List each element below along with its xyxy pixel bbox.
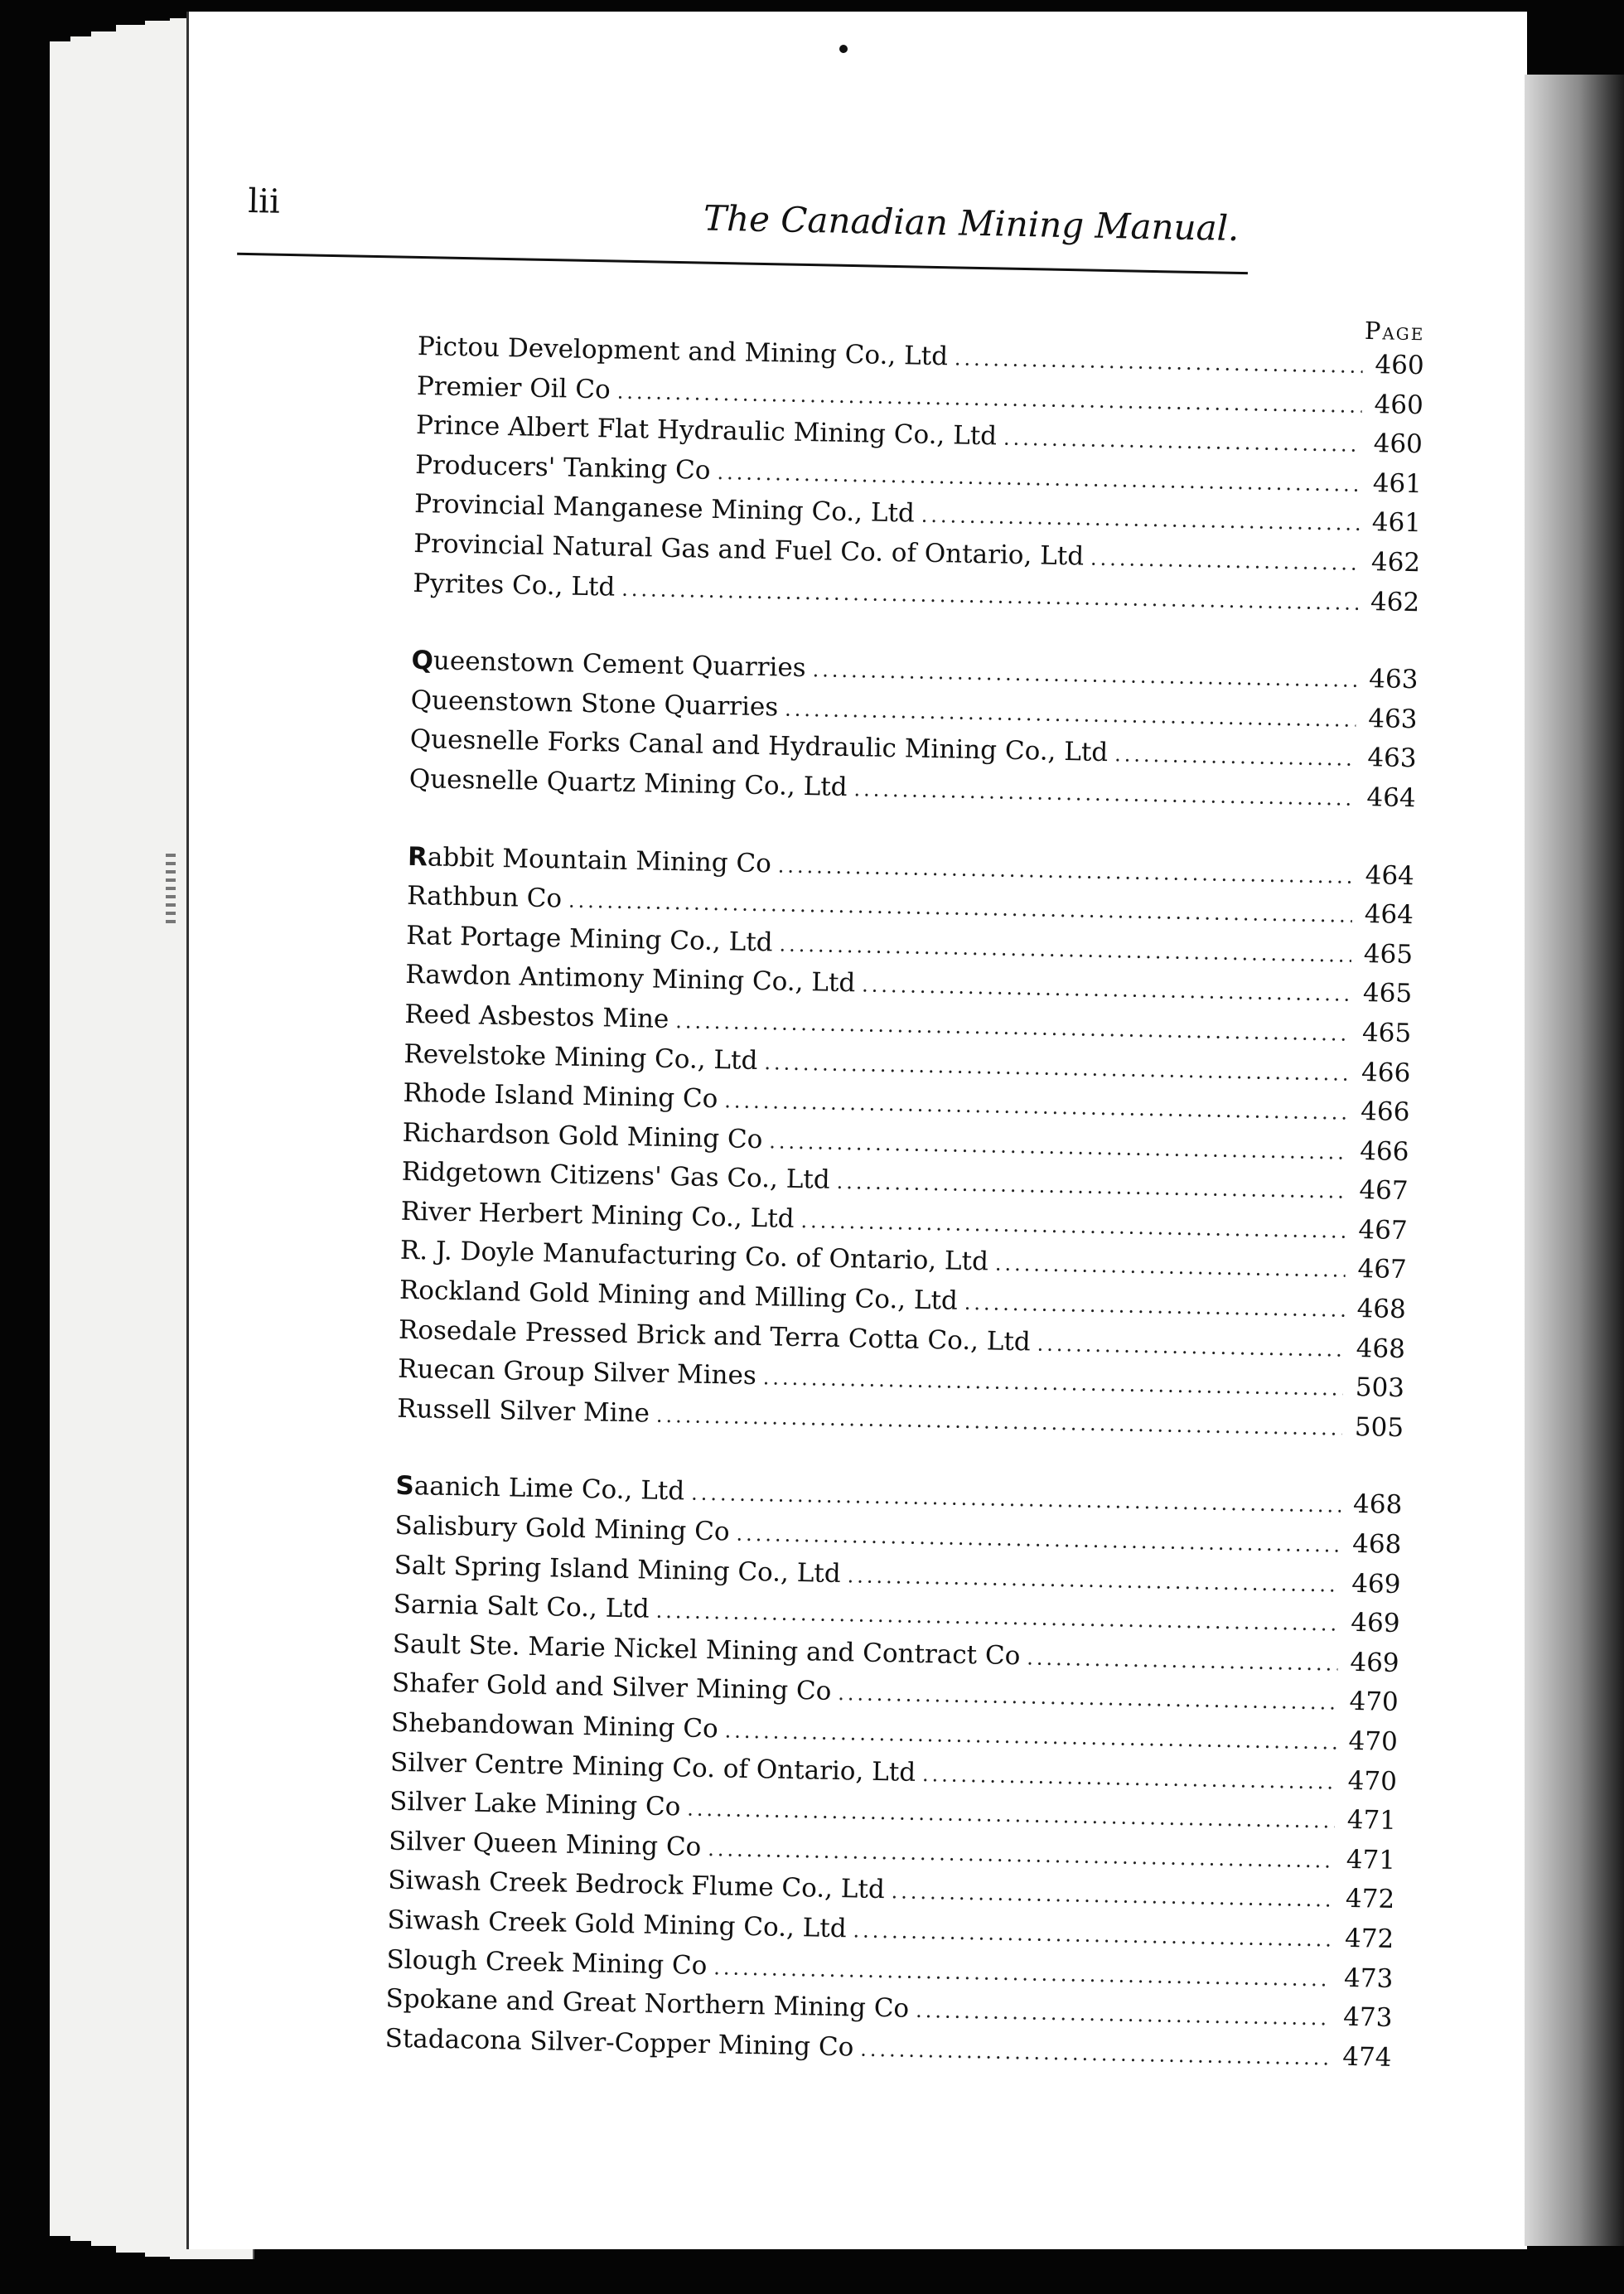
entry-text: aanich Lime Co., Ltd <box>413 1471 685 1507</box>
entry-page-number: 471 <box>1346 1805 1397 1837</box>
entry-name <box>389 1787 681 1822</box>
entry-text: Queenstown Stone Quarries <box>410 685 779 723</box>
dot-leader <box>1027 1646 1338 1675</box>
index-list <box>384 298 1425 2082</box>
entry-initial: S <box>395 1471 415 1502</box>
dot-leader <box>779 932 1351 966</box>
entry-page-number: 467 <box>1358 1214 1408 1246</box>
page-shadow <box>1525 75 1624 2246</box>
dot-leader <box>1114 743 1356 772</box>
entry-text: Rawdon Antimony Mining Co., Ltd <box>404 960 856 999</box>
entry-text: Premier Oil Co <box>416 370 611 405</box>
entry-text: Sarnia Salt Co., Ltd <box>393 1589 650 1624</box>
entry-name <box>395 1471 684 1507</box>
entry-text: Stadacona Silver-Copper Mining Co <box>384 2023 854 2063</box>
dot-leader <box>763 1366 1344 1400</box>
entry-text: Siwash Creek Bedrock Flume Co., Ltd <box>387 1866 886 1905</box>
entry-name <box>404 1038 758 1075</box>
dot-leader <box>916 1999 1332 2030</box>
dot-leader <box>691 1482 1341 1517</box>
dot-leader <box>724 1089 1349 1124</box>
entry-text: Reed Asbestos Mine <box>404 999 669 1034</box>
entry-text: Quesnelle Forks Canal and Hydraulic Mining Co., Ltd <box>409 724 1109 768</box>
folio-number: lii <box>247 181 281 221</box>
entry-text: Sault Ste. Marie Nickel Mining and Contract Co <box>392 1629 1021 1672</box>
dot-leader <box>847 1564 1339 1596</box>
entry-text: Richardson Gold Mining Co <box>402 1117 763 1154</box>
entry-text: Revelstoke Mining Co., Ltd <box>404 1038 758 1076</box>
running-title: The Canadian Mining Manual. <box>703 197 1240 249</box>
entry-page-number: 466 <box>1361 1057 1411 1088</box>
entry-page-number: 466 <box>1359 1135 1409 1167</box>
entry-text: Slough Creek Mining Co <box>386 1944 708 1981</box>
entry-text: Spokane and Great Northern Mining Co <box>385 1983 910 2024</box>
entry-text: Shebandowan Mining Co <box>390 1707 719 1745</box>
dot-leader <box>862 974 1351 1006</box>
entry-name <box>391 1708 718 1745</box>
entry-name <box>413 569 616 603</box>
entry-text: Quesnelle Quartz Mining Co., Ltd <box>408 763 848 802</box>
entry-page-number: 460 <box>1375 350 1425 381</box>
entry-text: Silver Centre Mining Co. of Ontario, Ltd <box>389 1747 916 1788</box>
dot-leader <box>708 1837 1334 1873</box>
dot-leader <box>687 1798 1335 1833</box>
entry-text: Ruecan Group Silver Mines <box>397 1354 757 1391</box>
entry-text: Shafer Gold and Silver Mining Co <box>391 1668 832 1707</box>
entry-text: Prince Albert Flat Hydraulic Mining Co., Ltd <box>415 410 998 452</box>
entry-initial: Q <box>411 646 434 676</box>
entry-text: Salt Spring Island Mining Co., Ltd <box>394 1550 842 1589</box>
dot-leader <box>717 461 1361 496</box>
entry-name <box>406 921 773 957</box>
entry-page-number: 463 <box>1368 664 1419 695</box>
entry-page-number: 460 <box>1373 428 1423 460</box>
entry-page-number: 467 <box>1357 1254 1408 1285</box>
entry-name <box>408 841 771 878</box>
entry-page-number: 472 <box>1345 1884 1395 1915</box>
entry-page-number: 465 <box>1362 978 1413 1009</box>
entry-name <box>398 1354 756 1391</box>
entry-text: Rathbun Co <box>406 880 563 914</box>
entry-page-number: 464 <box>1365 859 1415 891</box>
entry-page-number: 503 <box>1355 1372 1405 1404</box>
entry-name <box>402 1118 762 1154</box>
entry-text: Provincial Natural Gas and Fuel Co. of Ontario, Ltd <box>413 528 1085 572</box>
dot-leader <box>1003 427 1361 457</box>
entry-page-number: 505 <box>1354 1411 1404 1443</box>
dot-leader <box>769 1130 1348 1164</box>
dot-leader <box>921 504 1360 535</box>
entry-page-number: 468 <box>1351 1528 1402 1561</box>
entry-name <box>407 881 563 914</box>
ink-dot <box>839 45 848 53</box>
dot-leader <box>836 1170 1346 1203</box>
dot-leader <box>853 777 1355 811</box>
entry-name <box>403 1078 718 1114</box>
entry-page-number: 465 <box>1363 938 1414 970</box>
entry-text: Rosedale Pressed Brick and Terra Cotta Co., Ltd <box>398 1314 1032 1358</box>
entry-name <box>410 685 778 723</box>
entry-text: Siwash Creek Gold Mining Co., Ltd <box>387 1904 847 1944</box>
entry-name <box>397 1394 650 1429</box>
entry-page-number: 462 <box>1370 586 1420 617</box>
entry-page-number: 464 <box>1364 899 1414 931</box>
entry-page-number: 473 <box>1343 1962 1394 1994</box>
entry-initial: R <box>407 841 428 872</box>
entry-page-number: 470 <box>1349 1687 1399 1718</box>
dot-leader <box>922 1763 1336 1794</box>
entry-text: Pictou Development and Mining Co., Ltd <box>417 331 949 372</box>
dot-leader <box>785 697 1356 731</box>
entry-page-number: 470 <box>1348 1725 1399 1758</box>
entry-text: Provincial Manganese Mining Co., Ltd <box>413 489 916 529</box>
entry-text: Rhode Island Mining Co <box>403 1077 718 1115</box>
entry-page-number: 465 <box>1361 1017 1412 1049</box>
dot-leader <box>853 1919 1332 1951</box>
entry-name <box>394 1511 730 1547</box>
entry-page-number: 463 <box>1367 703 1418 734</box>
entry-name <box>389 1826 702 1861</box>
dot-leader <box>736 1522 1340 1557</box>
dot-leader <box>778 854 1354 888</box>
entry-page-number: 464 <box>1366 782 1416 814</box>
entry-name <box>417 371 611 404</box>
entry-page-number: 467 <box>1359 1175 1409 1207</box>
entry-page-number: 463 <box>1367 743 1417 774</box>
entry-page-number: 474 <box>1341 2041 1392 2073</box>
entry-page-number: 468 <box>1356 1294 1407 1325</box>
entry-page-number: 469 <box>1350 1647 1399 1678</box>
entry-text: abbit Mountain Mining Co <box>427 841 772 878</box>
entry-page-number: 472 <box>1344 1923 1394 1954</box>
dot-leader <box>713 1956 1332 1991</box>
dot-leader <box>656 1404 1343 1440</box>
entry-text: R. J. Doyle Manufacturing Co. of Ontario, Ltd <box>399 1236 989 1277</box>
entry-text: Silver Lake Mining Co <box>389 1786 681 1822</box>
entry-page-number: 469 <box>1351 1568 1401 1600</box>
margin-mark <box>166 854 176 928</box>
dot-leader <box>724 1719 1336 1754</box>
entry-name <box>401 1197 795 1234</box>
entry-page-number: 462 <box>1370 547 1421 578</box>
entry-page-number: 470 <box>1347 1765 1398 1797</box>
dot-leader <box>995 1252 1346 1282</box>
dot-leader <box>764 1051 1349 1086</box>
entry-text: ueenstown Cement Quarries <box>433 646 806 684</box>
entry-page-number: 468 <box>1356 1333 1406 1364</box>
dot-leader <box>955 346 1363 377</box>
entry-page-number: 466 <box>1360 1096 1410 1128</box>
dot-leader <box>891 1880 1333 1912</box>
dot-leader <box>655 1600 1338 1636</box>
entry-text: Silver Queen Mining Co <box>388 1826 702 1862</box>
dot-leader <box>800 1209 1346 1243</box>
entry-page-number: 473 <box>1342 2001 1393 2034</box>
entry-text: Rat Portage Mining Co., Ltd <box>405 920 773 958</box>
dot-leader <box>838 1682 1337 1715</box>
entry-name <box>386 1944 708 1980</box>
entry-page-number: 460 <box>1374 389 1424 420</box>
entry-name <box>415 450 711 486</box>
entry-page-number: 461 <box>1372 467 1423 500</box>
entry-text: Rockland Gold Mining and Milling Co., Ltd <box>399 1275 959 1316</box>
entry-text: Producers' Tanking Co <box>414 449 711 486</box>
dot-leader <box>964 1291 1345 1322</box>
dot-leader <box>860 2037 1331 2069</box>
entry-text: Russell Silver Mine <box>396 1393 650 1429</box>
page-column-heading: Page <box>1364 316 1425 346</box>
entry-page-number: 468 <box>1352 1489 1403 1521</box>
entry-name <box>404 999 669 1034</box>
entry-page-number: 469 <box>1351 1608 1400 1639</box>
dot-leader <box>1090 547 1360 575</box>
dot-leader <box>812 658 1356 692</box>
entry-text: River Herbert Mining Co., Ltd <box>400 1196 795 1234</box>
entry-text: Ridgetown Citizens' Gas Co., Ltd <box>401 1157 831 1196</box>
dot-leader <box>1037 1332 1344 1361</box>
entry-text: Pyrites Co., Ltd <box>413 568 616 603</box>
dot-leader <box>675 1009 1350 1046</box>
entry-page-number: 461 <box>1371 507 1422 539</box>
entry-page-number: 471 <box>1346 1844 1396 1875</box>
entry-name <box>393 1590 650 1624</box>
entry-text: Salisbury Gold Mining Co <box>394 1510 730 1547</box>
